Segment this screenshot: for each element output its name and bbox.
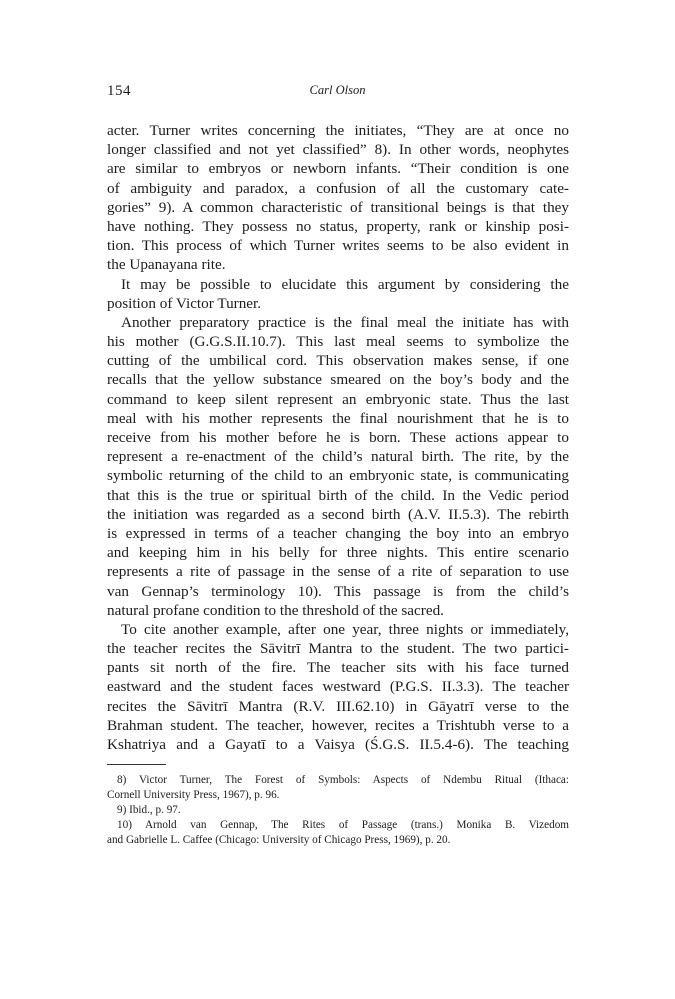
text-line: his mother (G.G.S.II.10.7). This last meal seems to symbolize the bbox=[107, 333, 569, 351]
text-line: To cite another example, after one year, three nights or immediately, bbox=[121, 620, 569, 638]
text-line: are similar to embryos or newborn infants. “Their condition is one bbox=[107, 160, 569, 178]
text-line: Kshatriya and a Gayatī to a Vaisya (Ś.G.S. II.5.4-6). The teaching bbox=[107, 736, 569, 753]
footnote-line: and Gabrielle L. Caffee (Chicago: University of Chicago Press, 1969), p. 20. bbox=[107, 834, 451, 846]
text-line: tion. This process of which Turner writes seems to be also evident in bbox=[107, 237, 569, 255]
text-line: natural profane condition to the threshold of the sacred. bbox=[107, 601, 444, 619]
text-line: command to keep silent represent an embryonic state. Thus the last bbox=[107, 390, 569, 408]
footnote-line: 8) Victor Turner, The Forest of Symbols: Aspects of Ndembu Ritual (Ithaca: bbox=[117, 774, 569, 786]
footnote-line: 9) Ibid., p. 97. bbox=[117, 804, 181, 816]
text-line: recalls that the yellow substance smeared on the boy’s body and the bbox=[107, 371, 569, 389]
text-line: recites the Sāvitrī Mantra (R.V. III.62.10) in Gāyatrī verse to the bbox=[107, 697, 569, 715]
footnotes bbox=[107, 773, 569, 848]
text-line: eastward and the student faces westward (P.G.S. II.3.3). The teacher bbox=[107, 678, 569, 696]
text-line: symbolic returning of the child to an embryonic state, is communicating bbox=[107, 467, 569, 485]
text-line: that this is the true or spiritual birth of the child. In the Vedic period bbox=[107, 486, 569, 504]
text-line: position of Victor Turner. bbox=[107, 294, 262, 312]
text-line: gories” 9). A common characteristic of transitional beings is that they bbox=[107, 198, 569, 216]
text-line: of ambiguity and paradox, a confusion of all the customary cate- bbox=[107, 179, 569, 197]
text-line: van Gennap’s terminology 10). This passage is from the child’s bbox=[107, 582, 569, 600]
text-line: It may be possible to elucidate this argument by considering the bbox=[121, 275, 569, 293]
text-line: meal with his mother represents the final nourishment that he is to bbox=[107, 409, 569, 427]
text-line: represents a rite of passage in the sense of a rite of separation to use bbox=[107, 563, 569, 581]
text-line: the initiation was regarded as a second birth (A.V. II.5.3). The rebirth bbox=[107, 505, 569, 523]
footnote-line: Cornell University Press, 1967), p. 96. bbox=[107, 789, 280, 801]
page-number: 154 bbox=[107, 83, 131, 99]
running-head: Carl Olson bbox=[309, 83, 366, 97]
text-line: pants sit north of the fire. The teacher sits with his face turned bbox=[107, 659, 569, 677]
footnote-rule bbox=[107, 764, 166, 765]
text-line: the Upanayana rite. bbox=[107, 256, 226, 274]
text-line: represent a re-enactment of the child’s natural birth. The rite, by the bbox=[107, 448, 569, 466]
text-line: Brahman student. The teacher, however, recites a Trishtubh verse to a bbox=[107, 716, 569, 734]
text-line: the teacher recites the Sāvitrī Mantra to the student. The two partici- bbox=[107, 640, 569, 658]
text-line: and keeping him in his belly for three nights. This entire scenario bbox=[107, 544, 569, 562]
text-line: have nothing. They possess no status, property, rank or kinship posi- bbox=[107, 217, 569, 235]
text-line: is expressed in terms of a teacher changing the boy into an embryo bbox=[107, 524, 569, 542]
text-line: acter. Turner writes concerning the initiates, “They are at once no bbox=[107, 122, 569, 139]
body-text bbox=[107, 121, 569, 754]
text-line: receive from his mother before he is born. These actions appear to bbox=[107, 429, 569, 446]
footnote-line: 10) Arnold van Gennap, The Rites of Passage (trans.) Monika B. Vizedom bbox=[117, 819, 569, 831]
text-line: longer classified and not yet classified” 8). In other words, neophytes bbox=[107, 141, 569, 159]
text-line: Another preparatory practice is the final meal the initiate has with bbox=[121, 313, 569, 331]
text-line: cutting of the umbilical cord. This observation makes sense, if one bbox=[107, 352, 569, 370]
